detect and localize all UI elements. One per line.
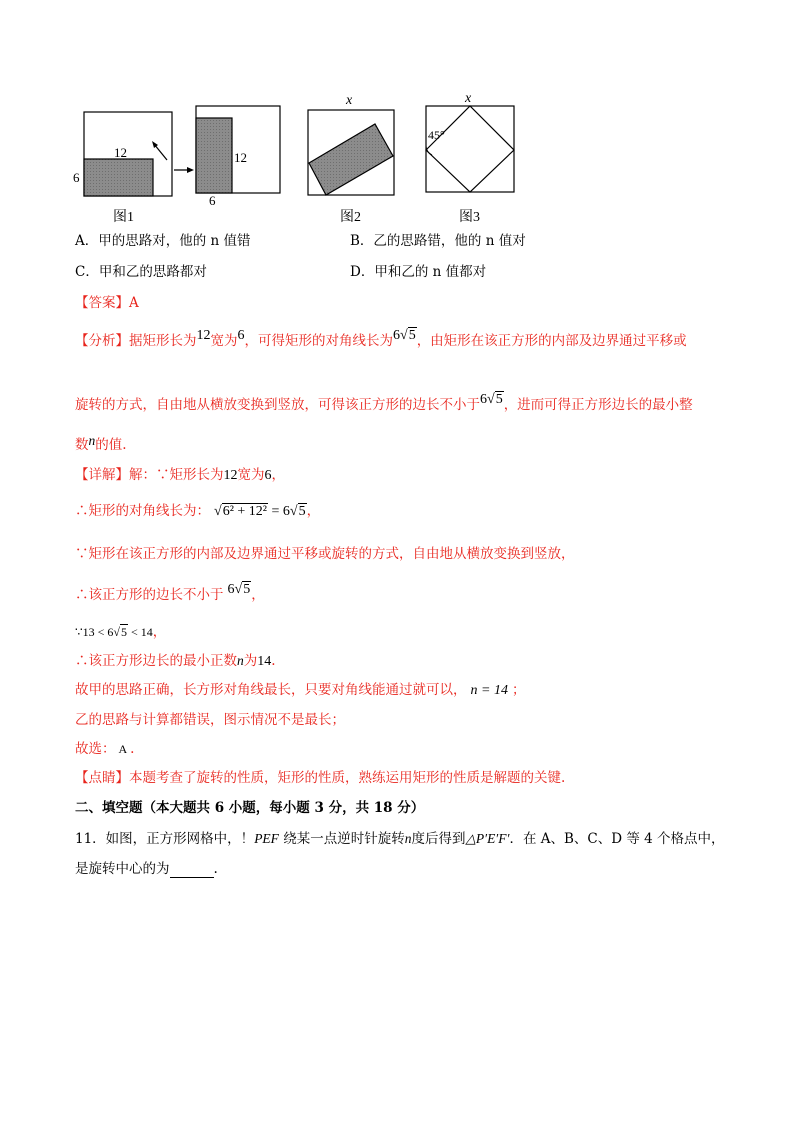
detail-l2-formula: √6² + 12² = 6√5: [214, 504, 306, 519]
figure-2: [308, 110, 394, 195]
figures-svg: [60, 90, 530, 225]
detail-l9-pre: 故选：: [75, 741, 116, 757]
detail-line-2: [75, 502, 320, 521]
detail-l6-mid: 为: [243, 653, 258, 669]
q11-answer-blank[interactable]: [170, 863, 214, 878]
option-b: B．乙的思路错，他的 n 值对: [350, 233, 526, 249]
detail-line-6: [75, 652, 276, 671]
detail-l2-pre: ∴矩形的对角线长为：: [75, 503, 210, 519]
option-a: A．甲的思路对，他的 n 值错: [75, 233, 251, 249]
option-d: D．甲和乙的 n 值都对: [350, 264, 487, 280]
detail-l1-pre: 【详解】解：∵矩形长为: [75, 467, 224, 483]
analysis-l1-diagonal: 6√5: [393, 328, 416, 343]
detail-l7-expr: n = 14: [470, 683, 508, 698]
option-c: C．甲和乙的思路都对: [75, 264, 207, 280]
detail-line-8: 乙的思路与计算都错误，图示情况不是最长；: [75, 712, 345, 728]
q11-l1-tail: ．在 A、B、C、D 等 4 个格点中，: [509, 831, 725, 847]
section-2-heading: 二、填空题（本大题共 6 小题，每小题 3 分，共 18 分）: [75, 800, 425, 816]
detail-l1-end: ，: [271, 467, 285, 483]
figure-row: [60, 90, 530, 225]
detail-l5-end: ，: [152, 624, 167, 640]
analysis-l1-mid: 宽为: [210, 333, 238, 349]
analysis-line-1: [75, 328, 687, 351]
fig1-rotated-width-label: 6: [209, 193, 216, 208]
fig3-side-label: x: [465, 91, 472, 106]
analysis-l2-value: 6√5: [480, 392, 503, 407]
answer-line: 【答案】A: [75, 295, 139, 311]
fig1-rectangle-rotated: [196, 118, 232, 193]
analysis-l1-length: 12: [196, 328, 211, 343]
detail-l4-pre: ∴该正方形的边长不小于: [75, 587, 224, 603]
analysis-l3-pre: 数: [75, 437, 89, 453]
fig1-width-label: 6: [73, 170, 80, 185]
q11-l1-mid2: 度后得到: [411, 831, 466, 847]
analysis-l1-width: 6: [237, 328, 245, 343]
fig3-caption: 图3: [459, 210, 480, 225]
q11-l1-triangle-2: △P′E′F′: [465, 831, 510, 846]
detail-line-9: [75, 740, 134, 758]
q11-l2-text: 是旋转中心的为: [75, 861, 170, 877]
detail-line-7: [75, 681, 525, 700]
q11-line-1: [75, 830, 725, 848]
fig2-side-label: x: [346, 93, 353, 108]
detail-l2-end: ，: [306, 503, 321, 519]
analysis-line-2: [75, 392, 693, 415]
detail-l5-inequality: ∵13 < 6√5 < 14: [75, 625, 153, 639]
analysis-l1-tail: ，由矩形在该正方形的内部及边界通过平移或: [416, 333, 687, 349]
detail-l6-end: .: [271, 653, 276, 669]
fig3-angle-label: 45°: [428, 128, 445, 142]
detail-l1-mid: 宽为: [237, 467, 265, 483]
analysis-l3-var: n: [88, 433, 96, 448]
figure-3: [426, 106, 514, 192]
detail-l7-end: ；: [511, 682, 526, 698]
detail-l7-pre: 故甲的思路正确，长方形对角线最长，只要对角线能通过就可以，: [75, 682, 467, 698]
detail-line-1: [75, 466, 285, 485]
fig1-caption: 图1: [113, 210, 134, 225]
q11-l1-var: n: [404, 831, 412, 846]
detail-l1-width: 6: [264, 468, 272, 483]
fig1-length-label: 12: [114, 145, 127, 160]
detail-l1-length: 12: [223, 468, 238, 483]
detail-l6-value: 14: [257, 654, 272, 669]
fig2-caption: 图2: [340, 210, 361, 225]
analysis-l1-post: ，可得矩形的对角线长为: [244, 333, 393, 349]
q11-l1-triangle: PEF: [254, 831, 279, 846]
q11-l1-mid: 绕某一点逆时针旋转: [283, 831, 405, 847]
analysis-line-3: [75, 433, 127, 454]
analysis-l2-tail: ，进而可得正方形边长的最小整: [503, 397, 693, 413]
detail-l9-choice: A: [118, 742, 128, 756]
detail-l6-pre: ∴该正方形边长的最小正数: [75, 653, 237, 669]
detail-line-5: [75, 623, 166, 641]
fig1-transform-arrowhead: [187, 167, 194, 173]
detail-l4-value: 6√5: [227, 582, 251, 597]
analysis-l3-tail: 的值.: [95, 437, 127, 453]
analysis-l2-pre: 旋转的方式，自由地从横放变换到竖放，可得该正方形的边长不小于: [75, 397, 480, 413]
detail-line-3: ∵矩形在该正方形的内部及边界通过平移或旋转的方式，自由地从横放变换到竖放，: [75, 546, 575, 562]
detail-l4-end: ，: [251, 587, 265, 603]
q11-l1-pre: 11．如图，正方形网格中，！: [75, 831, 255, 847]
detail-l6-var: n: [237, 653, 244, 668]
detail-line-4: [75, 582, 265, 605]
comment-line: 【点睛】本题考查了旋转的性质，矩形的性质，熟练运用矩形的性质是解题的关键.: [75, 770, 566, 786]
fig1-rectangle: [84, 159, 153, 196]
analysis-l1-pre: 【分析】据矩形长为: [75, 333, 197, 349]
detail-l9-end: .: [130, 741, 135, 757]
fig1-rotated-length-label: 12: [234, 150, 247, 165]
q11-line-2: [75, 860, 218, 878]
q11-l2-end: .: [213, 861, 218, 877]
fig3-square: [426, 106, 514, 192]
